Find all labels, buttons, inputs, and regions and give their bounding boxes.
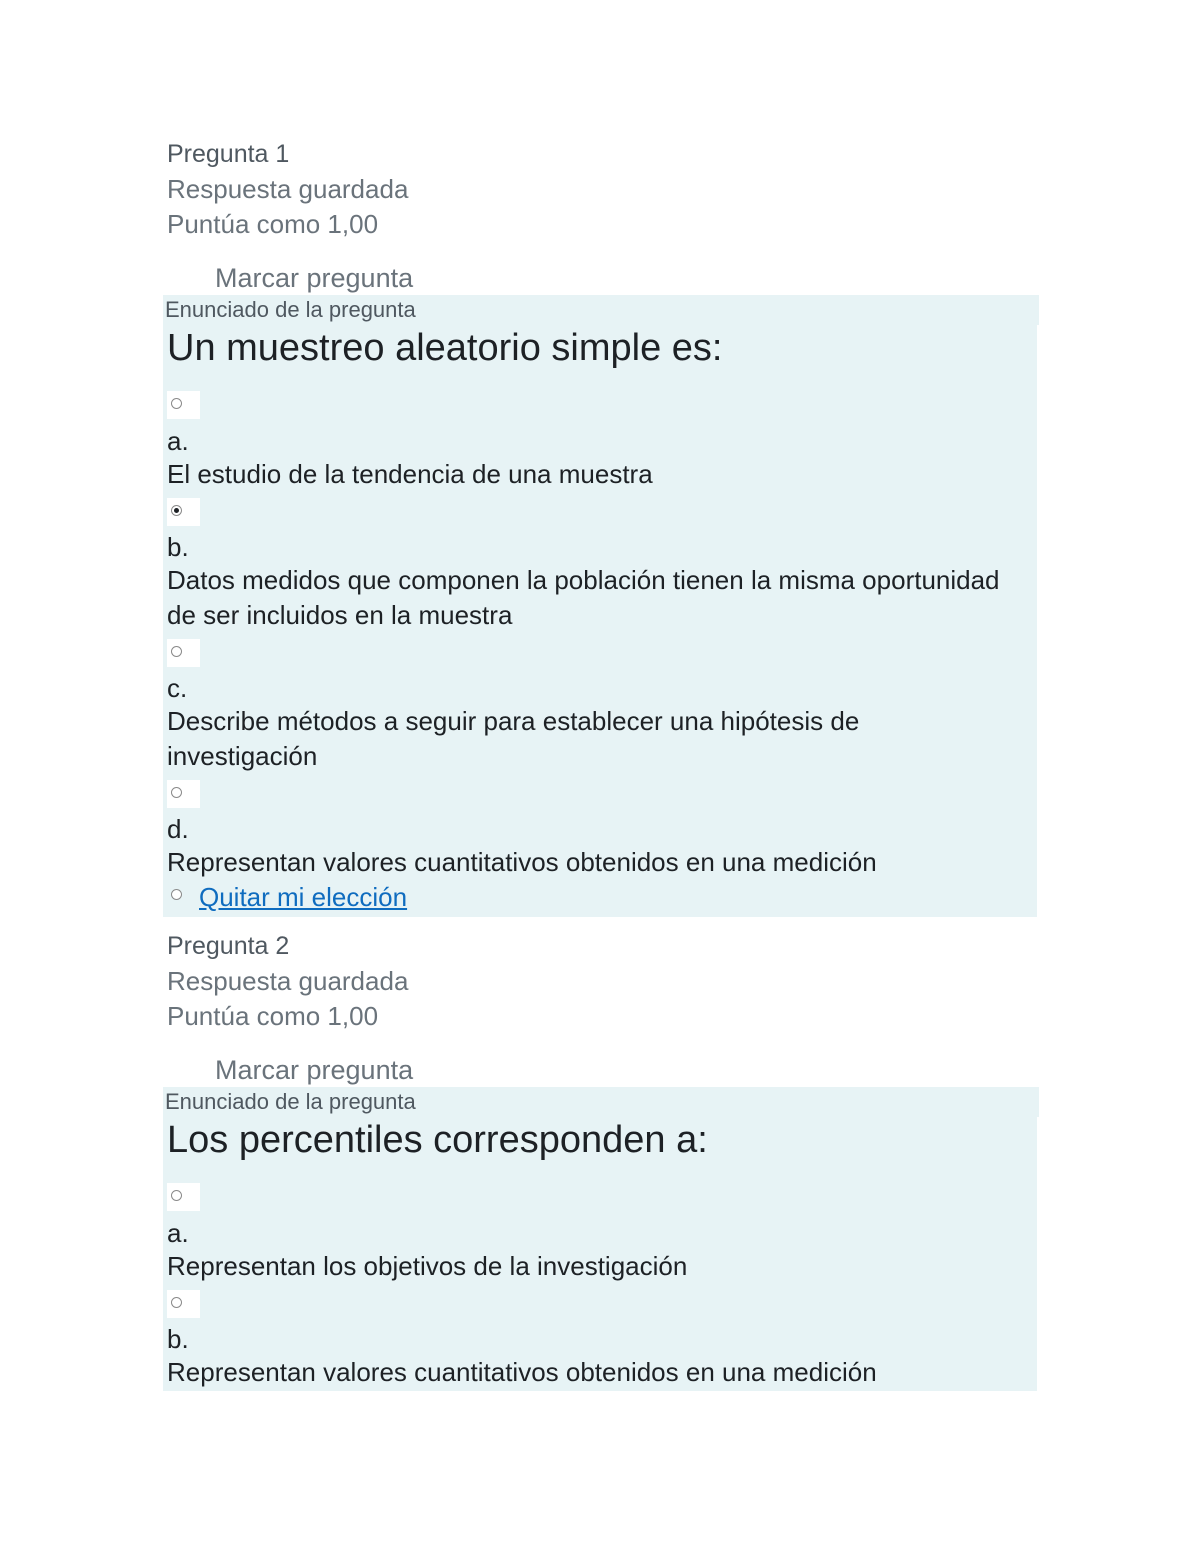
option-d-radio[interactable] [171,787,182,798]
option-a-letter: a. [167,426,189,456]
question-grade: Puntúa como 1,00 [167,1001,379,1031]
question-caption: Enunciado de la pregunta [163,295,1039,325]
question-state: Respuesta guardada [167,174,409,204]
option-a-radio-box[interactable] [167,1183,200,1211]
clear-choice-radio[interactable] [171,889,182,900]
question-caption: Enunciado de la pregunta [163,1087,1039,1117]
question-formulation [163,1087,1037,1391]
option-a-letter: a. [167,1218,189,1248]
option-d-text[interactable]: Representan valores cuantitativos obtenidos en una medición [167,847,877,877]
option-b-letter: b. [167,1324,189,1354]
option-d-letter: d. [167,814,189,844]
clear-choice-link[interactable]: Quitar mi elección [199,882,408,912]
option-c-letter: c. [167,673,188,703]
flag-question-link[interactable]: Marcar pregunta [215,263,414,293]
option-c-radio-box[interactable] [167,639,200,667]
option-a-radio[interactable] [171,1190,182,1201]
option-c-text[interactable]: Describe métodos a seguir para establecer una hipótesis de investigación [167,706,860,771]
question-state: Respuesta guardada [167,966,409,996]
option-b-radio[interactable] [171,505,182,516]
question-grade: Puntúa como 1,00 [167,209,379,239]
option-a-text[interactable]: El estudio de la tendencia de una muestra [167,459,653,489]
question-number: Pregunta 1 [167,140,290,168]
option-b-radio-box[interactable] [167,1290,200,1318]
option-b-text[interactable]: Datos medidos que componen la población tienen la misma oportunidad de ser incluidos en la muestra [167,565,1000,630]
question-text: Los percentiles corresponden a: [167,1119,708,1161]
option-b-radio[interactable] [171,1297,182,1308]
option-c-radio[interactable] [171,646,182,657]
flag-question-link[interactable]: Marcar pregunta [215,1055,414,1085]
question-number: Pregunta 2 [167,932,290,960]
option-b-letter: b. [167,532,189,562]
option-b-text[interactable]: Representan valores cuantitativos obtenidos en una medición [167,1357,877,1387]
question-text: Un muestreo aleatorio simple es: [167,327,723,369]
question-formulation [163,295,1037,917]
option-d-radio-box[interactable] [167,780,200,808]
option-a-radio[interactable] [171,398,182,409]
option-a-text[interactable]: Representan los objetivos de la investigación [167,1251,688,1281]
option-a-radio-box[interactable] [167,391,200,419]
option-b-radio-box[interactable] [167,498,200,526]
